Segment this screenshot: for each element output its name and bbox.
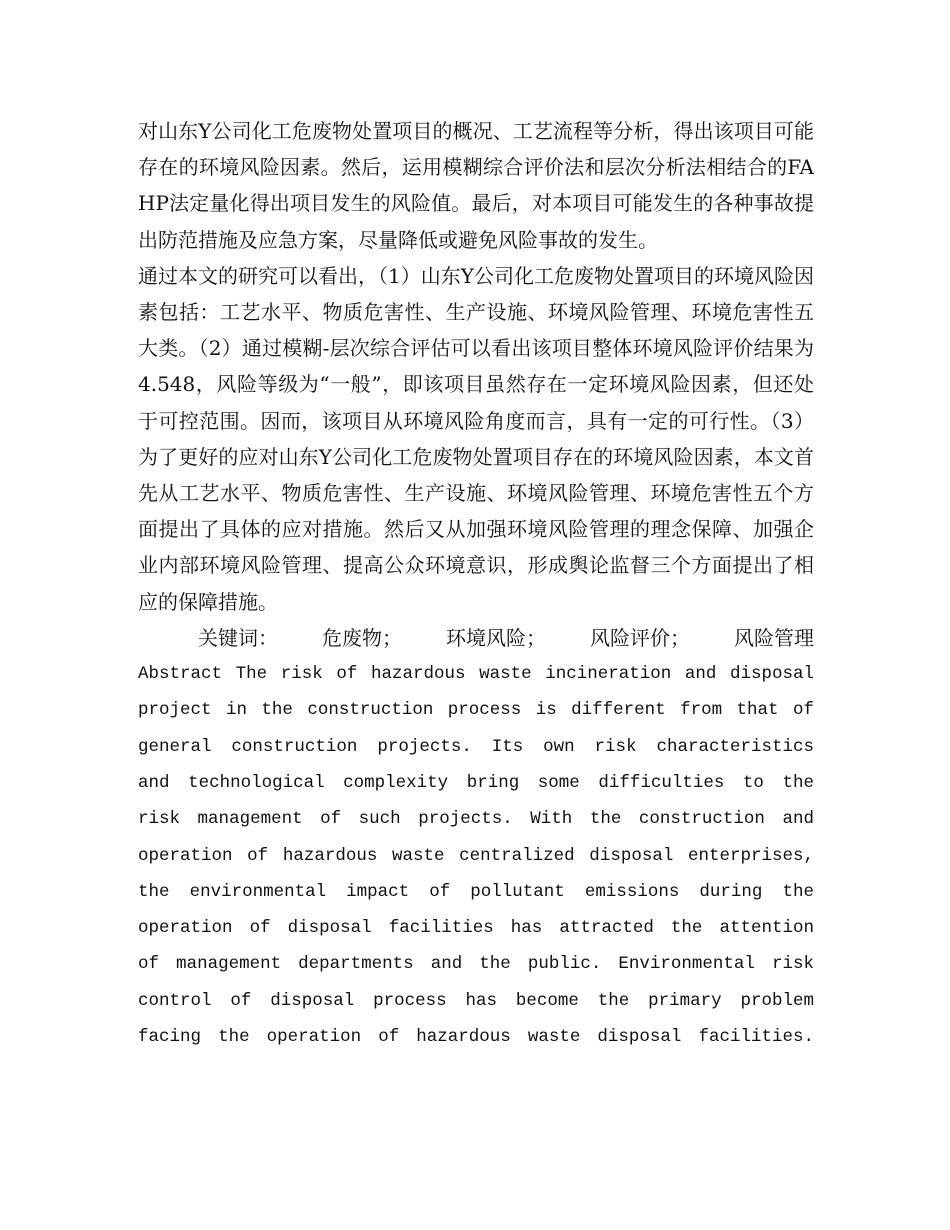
abstract-line: general construction projects. Its own risk characteristics — [138, 736, 814, 757]
abstract-line: of management departments and the public. Environmental risk — [138, 954, 814, 975]
keyword-item: 风险管理 — [734, 625, 814, 650]
abstract-line: and technological complexity bring some difficulties to the — [138, 772, 814, 793]
keyword-item: 环境风险； — [446, 625, 546, 650]
abstract-line: the environmental impact of pollutant emissions during the — [138, 881, 814, 902]
abstract-block — [138, 656, 814, 1055]
document-page — [138, 113, 814, 1055]
abstract-line: Abstract The risk of hazardous waste incineration and disposal — [138, 664, 814, 685]
abstract-line: facing the operation of hazardous waste disposal facilities. — [138, 1027, 814, 1048]
abstract-line: operation of hazardous waste centralized disposal enterprises, — [138, 845, 814, 866]
keyword-item: 风险评价； — [590, 625, 690, 650]
abstract-line: project in the construction process is different from that of — [138, 700, 814, 721]
abstract-line: control of disposal process has become the primary problem — [138, 990, 814, 1011]
keyword-item: 危废物； — [322, 625, 402, 650]
keywords-label: 关键词： — [198, 625, 278, 650]
abstract-line: operation of disposal facilities has attracted the attention — [138, 918, 814, 939]
paragraph-conclusions: 通过本文的研究可以看出，（1）山东Y公司化工危废物处置项目的环境风险因素包括：工艺水平、物质危害性、生产设施、环境风险管理、环境危害性五大类。（2）通过模糊-层次综合评估可以看出该项目整体环境风险评价结果为4.548，风险等级为“一般”，即该项目虽然存在一定环境风险因素，但还处于可控范围。因而，该项目从环境风险角度而言，具有一定的可行性。（3）为了更好的应对山东Y公司化工危废物处置项目存在的环境风险因素，本文首先从工艺水平、物质危害性、生产设施、环境风险管理、环境危害性五个方面提出了具体的应对措施。然后又从加强环境风险管理的理念保障、加强企业内部环境风险管理、提高公众环境意识，形成舆论监督三个方面提出了相应的保障措施。 — [138, 263, 814, 614]
keywords-line — [138, 620, 814, 656]
paragraph-intro: 对山东Y公司化工危废物处置项目的概况、工艺流程等分析，得出该项目可能存在的环境风险因素。然后，运用模糊综合评价法和层次分析法相结合的FAHP法定量化得出项目发生的风险值。最后，对本项目可能发生的各种事故提出防范措施及应急方案，尽量降低或避免风险事故的发生。 — [138, 119, 814, 252]
abstract-line: risk management of such projects. With the construction and — [138, 809, 814, 830]
